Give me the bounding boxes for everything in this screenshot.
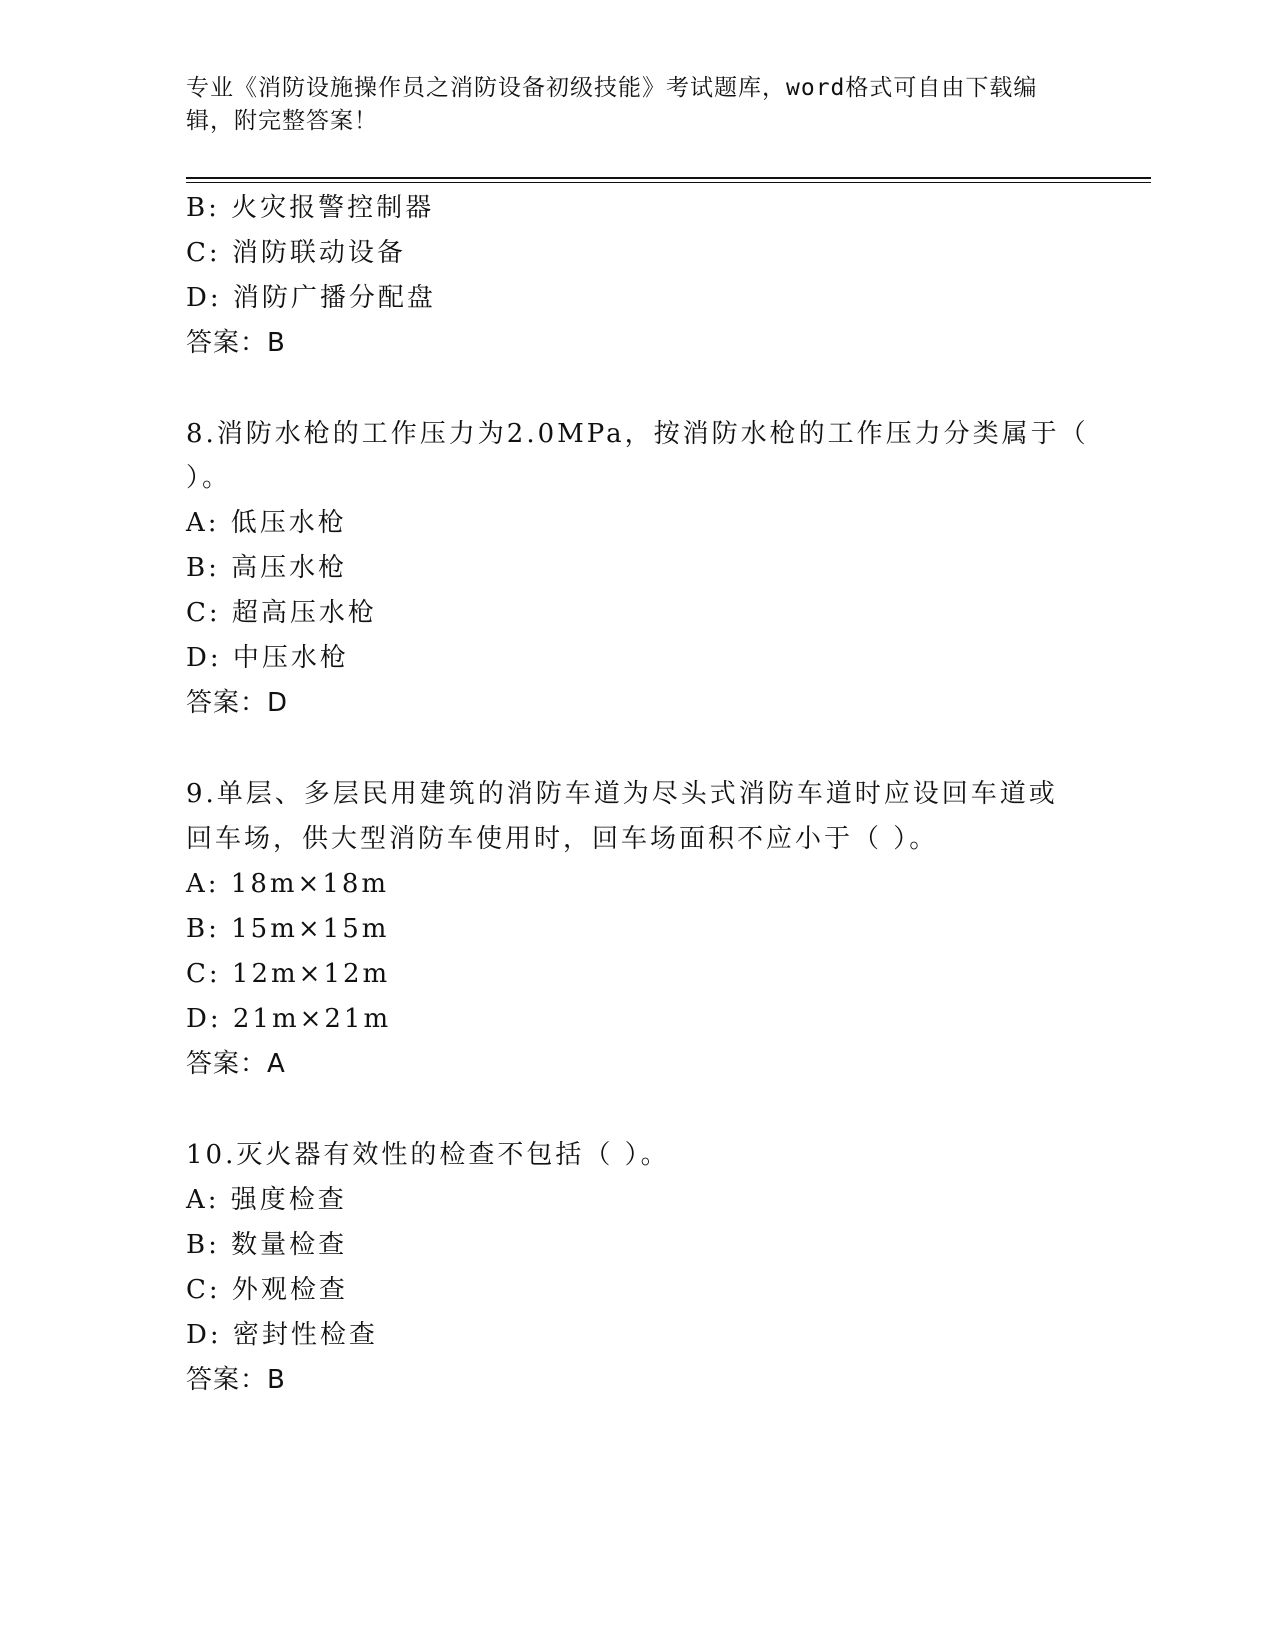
q10-option-d: D: 密封性检查 bbox=[186, 1320, 378, 1350]
q8-option-c: C: 超高压水枪 bbox=[186, 598, 377, 628]
q9-option-c: C: 12m×12m bbox=[186, 959, 391, 989]
q7-option-b: B: 火灾报警控制器 bbox=[186, 193, 435, 223]
q8-option-b: B: 高压水枪 bbox=[186, 553, 348, 583]
q10-option-b: B: 数量检查 bbox=[186, 1230, 348, 1260]
q10-option-a: A: 强度检查 bbox=[186, 1185, 347, 1215]
q8-stem-line-1: 8.消防水枪的工作压力为2.0MPa，按消防水枪的工作压力分类属于（ bbox=[186, 419, 1089, 449]
q7-option-d: D: 消防广播分配盘 bbox=[186, 283, 436, 313]
q8-stem-line-2: ）。 bbox=[186, 463, 232, 493]
q9-stem-line-2: 回车场，供大型消防车使用时，回车场面积不应小于（ ）。 bbox=[186, 824, 939, 854]
q9-option-b: B: 15m×15m bbox=[186, 914, 390, 944]
document-header bbox=[186, 72, 1066, 138]
q8-answer: 答案：D bbox=[186, 688, 289, 718]
q9-option-d: D: 21m×21m bbox=[186, 1004, 392, 1034]
q10-stem-line-1: 10.灭火器有效性的检查不包括（ ）。 bbox=[186, 1140, 670, 1170]
q9-option-a: A: 18m×18m bbox=[186, 869, 390, 899]
q9-stem-line-1: 9.单层、多层民用建筑的消防车道为尽头式消防车道时应设回车道或 bbox=[186, 779, 1058, 809]
q9-answer: 答案：A bbox=[186, 1049, 286, 1079]
header-divider-thick bbox=[186, 177, 1151, 179]
q8-option-a: A: 低压水枪 bbox=[186, 508, 347, 538]
header-line-1: 专业《消防设施操作员之消防设备初级技能》考试题库，word格式可自由下载编 bbox=[186, 75, 1038, 101]
q8-option-d: D: 中压水枪 bbox=[186, 643, 349, 673]
header-divider-thin bbox=[186, 182, 1151, 183]
header-line-2: 辑，附完整答案！ bbox=[186, 108, 378, 134]
q10-option-c: C: 外观检查 bbox=[186, 1275, 348, 1305]
q7-answer: 答案：B bbox=[186, 328, 286, 358]
q7-option-c: C: 消防联动设备 bbox=[186, 238, 406, 268]
q10-answer: 答案：B bbox=[186, 1365, 286, 1395]
